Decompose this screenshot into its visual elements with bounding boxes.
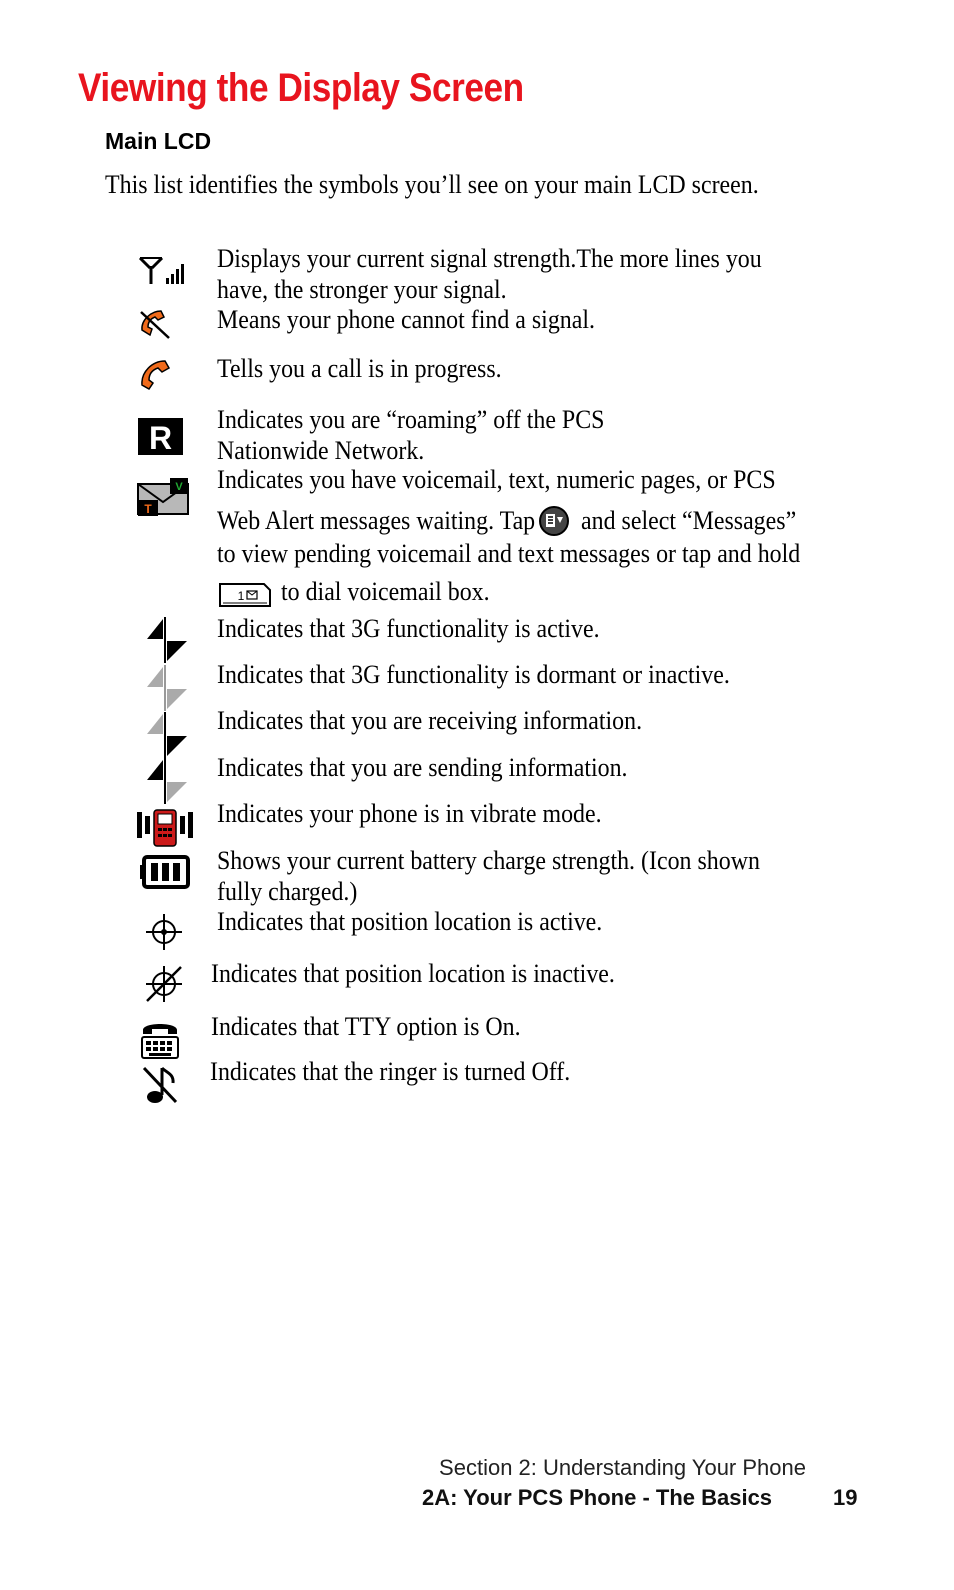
section-subheading: Main LCD [105, 128, 212, 154]
location-off-icon [145, 965, 183, 1003]
item-line: Indicates that the ringer is turned Off. [210, 1057, 571, 1086]
item-location-off-text [211, 958, 615, 989]
item-line: Indicates that position location is active. [217, 907, 603, 936]
ringer-off-icon [141, 1064, 179, 1106]
item-call-text [217, 353, 502, 384]
item-messages-line3: to view pending voicemail and text messages or tap and hold [217, 539, 801, 568]
item-line: Indicates that 3G functionality is active. [217, 614, 600, 643]
svg-text:R: R [148, 420, 173, 455]
item-vibrate-text [217, 798, 602, 829]
item-line: Indicates that TTY option is On. [211, 1012, 521, 1041]
battery-icon [140, 855, 190, 889]
vibrate-mode-icon [135, 808, 195, 848]
messages-icon [136, 478, 190, 518]
item-line: Indicates that you are sending information. [217, 753, 628, 782]
svg-text:V: V [175, 481, 183, 493]
item-tty-text [211, 1011, 521, 1042]
3g-dormant-icon [146, 665, 188, 711]
footer-section: Section 2: Understanding Your Phone [439, 1455, 806, 1480]
item-line: Shows your current battery charge strength. (Icon shown [217, 846, 760, 875]
item-messages-line1 [217, 464, 776, 495]
item-line: fully charged.) [217, 877, 358, 906]
item-signal-text [217, 243, 762, 305]
item-roaming-text [217, 404, 604, 466]
call-in-progress-icon [137, 357, 173, 391]
item-3g-active-text [217, 613, 600, 644]
3g-sending-icon [146, 758, 188, 804]
footer-chapter: 2A: Your PCS Phone - The Basics [422, 1485, 773, 1510]
roaming-icon [138, 418, 183, 455]
item-line: Means your phone cannot find a signal. [217, 305, 595, 334]
page-title: Viewing the Display Screen [78, 66, 524, 110]
item-no-signal-text [217, 304, 595, 335]
signal-strength-icon [138, 256, 188, 286]
item-line: Displays your current signal strength.The more lines you [217, 244, 762, 273]
item-location-on-text [217, 906, 602, 937]
voicemail-key-icon [217, 581, 273, 609]
item-line: Nationwide Network. [217, 436, 425, 465]
item-battery-text [217, 845, 760, 907]
item-sending-text [217, 752, 628, 783]
item-receiving-text [217, 705, 642, 736]
intro-text: This list identifies the symbols you’ll see on your main LCD screen. [105, 170, 759, 199]
item-line: Indicates you are “roaming” off the PCS [217, 405, 605, 434]
svg-text:T: T [144, 502, 152, 516]
item-line: have, the stronger your signal. [217, 275, 507, 304]
page-number: 19 [833, 1485, 858, 1510]
item-3g-dormant-text [217, 659, 730, 690]
3g-receiving-icon [146, 712, 188, 758]
no-service-icon [137, 308, 173, 342]
tty-icon [139, 1018, 181, 1060]
item-line: Indicates that you are receiving information. [217, 706, 643, 735]
item-messages-line4: to dial voicemail box. [281, 577, 490, 606]
location-on-icon [145, 913, 183, 951]
menu-key-icon [538, 505, 570, 537]
item-ringer-off-text [210, 1056, 570, 1087]
item-messages-line2b: and select “Messages” [581, 506, 797, 535]
item-line: Indicates that position location is inactive. [211, 959, 615, 988]
item-line: Indicates that 3G functionality is dormant or inactive. [217, 660, 730, 689]
item-line: Indicates you have voicemail, text, numeric pages, or PCS [217, 465, 776, 494]
item-line: Indicates your phone is in vibrate mode. [217, 799, 602, 828]
item-line: Tells you a call is in progress. [217, 354, 502, 383]
item-messages-line2a: Web Alert messages waiting. Tap [217, 506, 536, 535]
voicemail-key-label: 1 [237, 589, 245, 603]
3g-active-icon [146, 617, 188, 663]
